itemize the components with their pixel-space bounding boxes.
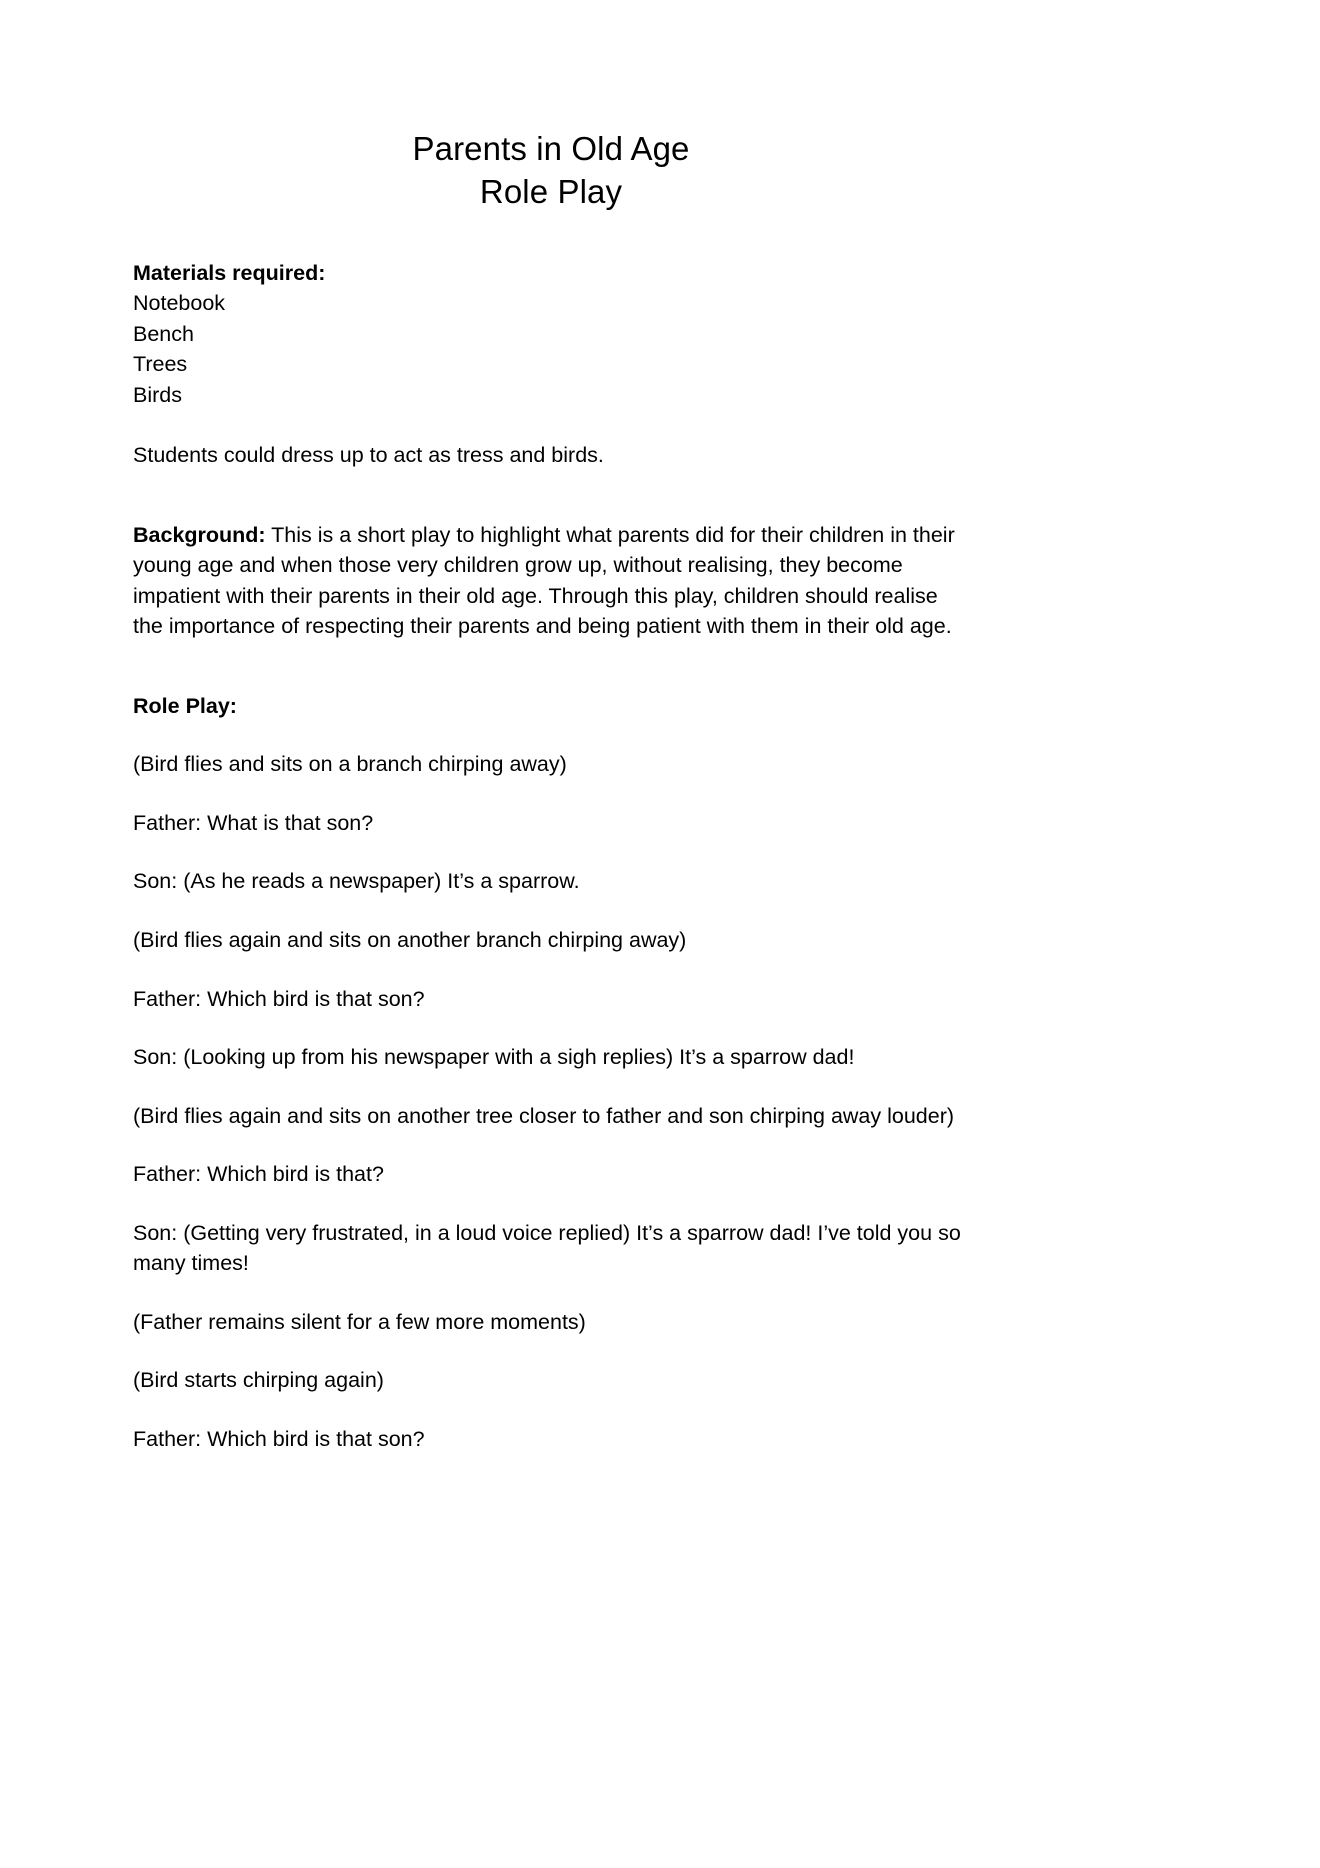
stage-direction: (Father remains silent for a few more moments) (133, 1309, 586, 1334)
stage-direction: (Bird starts chirping again) (133, 1368, 384, 1393)
stage-direction: (Bird flies again and sits on another branch chirping away) (133, 928, 687, 952)
stage-direction: (Bird flies and sits on a branch chirping away) (133, 752, 567, 777)
title-line-1: Parents in Old Age (412, 130, 690, 167)
materials-list (133, 288, 969, 410)
materials-heading: Materials required: (133, 260, 326, 285)
list-item: Birds (133, 382, 182, 407)
background-paragraph (133, 520, 969, 642)
stage-direction: (Bird flies again and sits on another tree closer to father and son chirping away louder) (133, 1103, 955, 1128)
dialogue-line-father: Father: What is that son? (133, 810, 374, 835)
dialogue-line-son: Son: (Looking up from his newspaper with a sigh replies) It’s a sparrow dad! (133, 1045, 855, 1070)
spacer (133, 663, 969, 691)
spacer (133, 492, 969, 520)
background-text: This is a short play to highlight what parents did for their children in their young age and when those very children grow up, without realising, they become impatient with their parents in their old age. Through this play, children should realise the importance of respecting their parents and being patient with them in their old age. (133, 522, 955, 639)
spacer (133, 410, 969, 440)
list-item: Trees (133, 352, 188, 377)
background-label: Background: (133, 522, 266, 547)
spacer (133, 721, 969, 749)
list-item: Bench (133, 321, 194, 346)
list-item: Notebook (133, 291, 226, 316)
dialogue-line-son: Son: (Getting very frustrated, in a loud voice replied) It’s a sparrow dad! I’ve told you so many times! (133, 1220, 961, 1276)
document-body (133, 258, 969, 1454)
title-line-2: Role Play (479, 172, 623, 210)
role-play-heading: Role Play: (133, 693, 237, 718)
dress-up-note: Students could dress up to act as tress and birds. (133, 443, 604, 468)
dialogue-line-father: Father: Which bird is that son? (133, 986, 425, 1011)
dialogue-line-father: Father: Which bird is that son? (133, 1426, 425, 1451)
page-content (133, 0, 969, 1482)
dialogue-line-father: Father: Which bird is that? (133, 1162, 384, 1187)
dialogue-line-son: Son: (As he reads a newspaper) It’s a sparrow. (133, 869, 580, 894)
document-title (133, 128, 969, 214)
